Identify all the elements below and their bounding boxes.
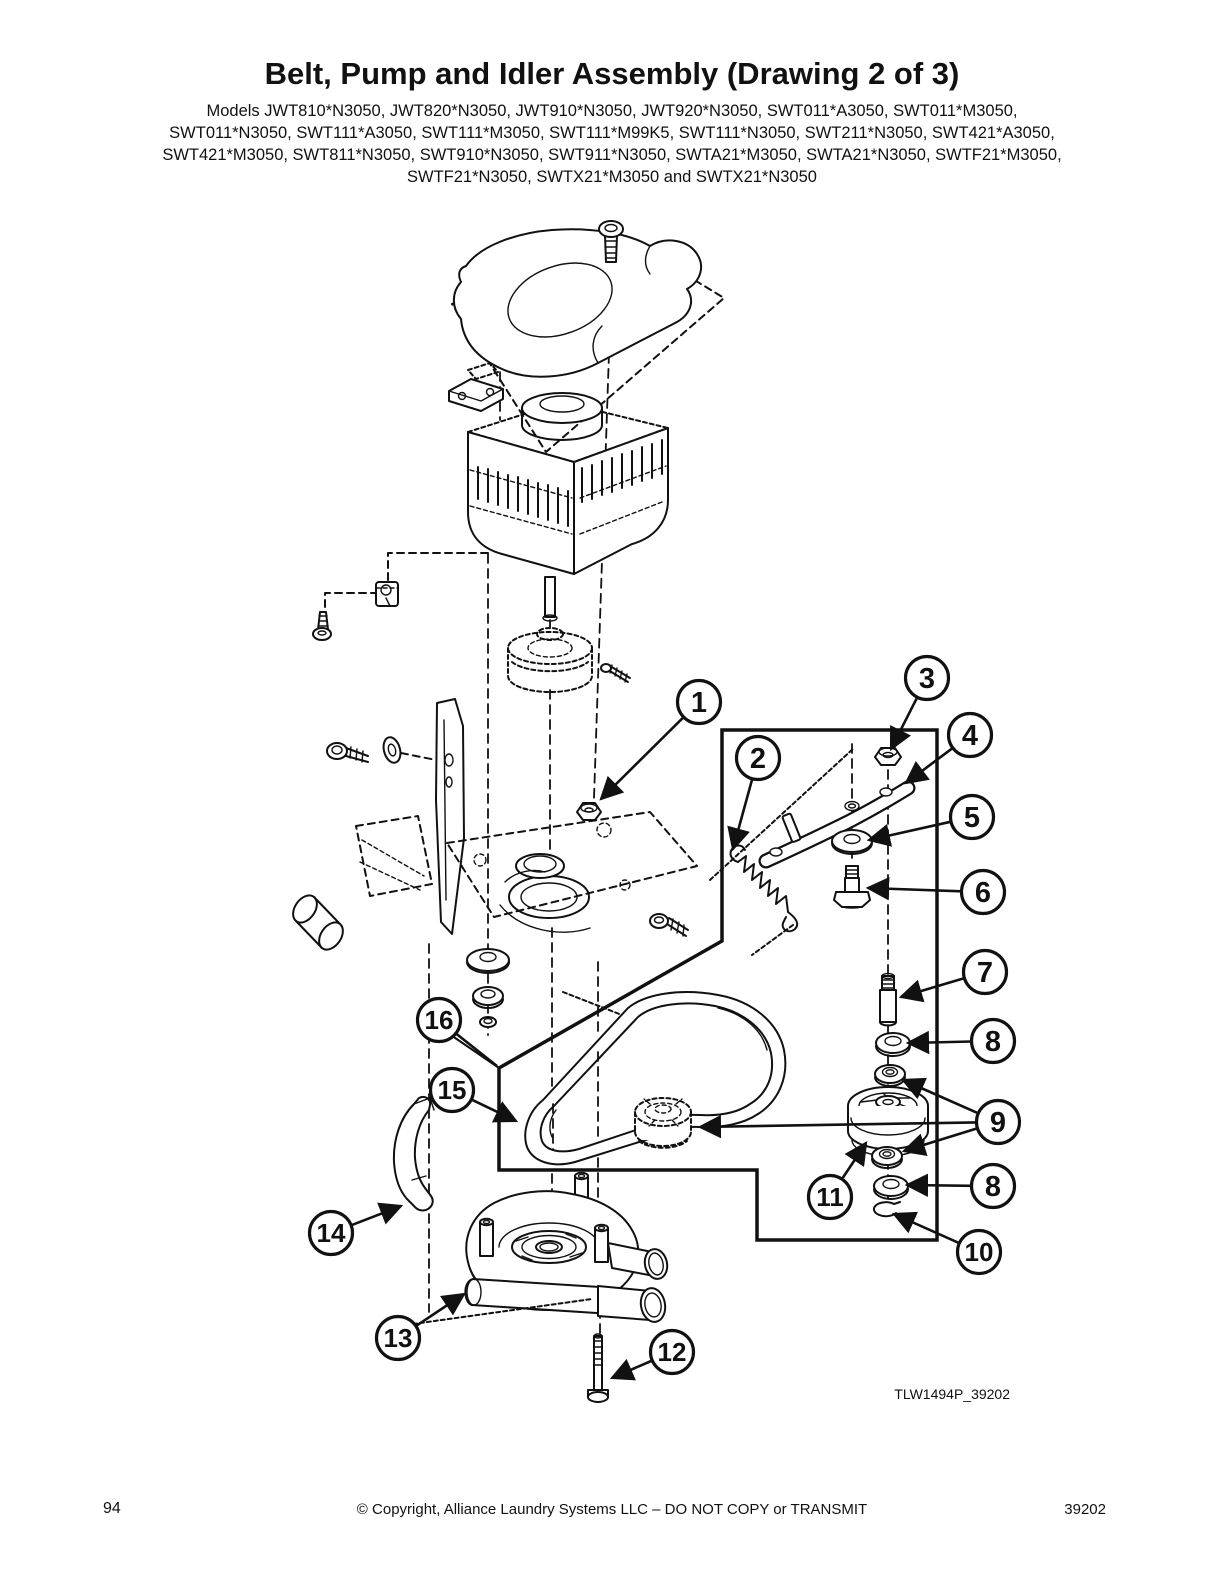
motor-drive-pulley — [508, 628, 592, 692]
copyright-text: © Copyright, Alliance Laundry Systems LLC – DO NOT COPY or TRANSMIT — [356, 1501, 868, 1518]
hex-nut — [875, 748, 901, 765]
callout-number: 3 — [918, 663, 936, 695]
callout-leader — [908, 1042, 972, 1044]
callout-leader — [891, 697, 917, 749]
callout-number: 2 — [749, 743, 767, 775]
callout-number: 1 — [690, 687, 708, 719]
spring-lower-leader — [752, 925, 793, 955]
callout-leader — [906, 748, 953, 783]
callout-number: 9 — [989, 1107, 1007, 1139]
motor-bracket — [436, 699, 464, 934]
flat-washer-lower — [874, 1176, 908, 1199]
callout-number: 7 — [976, 957, 994, 989]
callout-4 — [906, 714, 992, 784]
model-line: SWT421*M3050, SWT811*N3050, SWT910*N3050, SWT911*N3050, SWTA21*M3050, SWTA21*N3050, SWTF21*M3050, — [162, 146, 1062, 164]
pulley-set-screw — [601, 664, 630, 682]
callout-13 — [377, 1294, 465, 1360]
callout-number: 8 — [984, 1171, 1002, 1203]
callout-7 — [901, 951, 1007, 998]
damper-pad — [356, 816, 432, 896]
callout-8 — [907, 1165, 1015, 1208]
callout-number: 14 — [316, 1218, 346, 1248]
motor-mount-nut — [577, 803, 601, 820]
page-title: Belt, Pump and Idler Assembly (Drawing 2 of 3) — [264, 56, 960, 91]
roller — [288, 891, 348, 954]
mounting-washer — [381, 735, 403, 764]
plate-screw — [650, 914, 688, 936]
spacer-washer-upper — [875, 1065, 905, 1086]
idler-stud — [880, 974, 896, 1026]
callout-1 — [601, 681, 721, 800]
callout-3 — [891, 657, 949, 750]
callout-14 — [310, 1206, 402, 1255]
callout-number: 16 — [424, 1005, 454, 1035]
callout-leader — [868, 888, 962, 891]
figure-code: TLW1494P_39202 — [894, 1386, 1010, 1402]
callout-leader — [456, 1033, 497, 1066]
lever-washer — [832, 830, 872, 854]
grommet-stack — [467, 949, 509, 1027]
mounting-bolt — [327, 743, 368, 762]
callout-leader — [601, 717, 684, 799]
model-line: Models JWT810*N3050, JWT820*N3050, JWT910*N3050, JWT920*N3050, SWT011*A3050, SWT011*M3050, — [206, 102, 1018, 120]
callout-leader — [612, 1361, 652, 1379]
callout-15 — [431, 1069, 517, 1122]
callout-11 — [809, 1143, 867, 1219]
callout-2 — [733, 737, 780, 850]
callout-number: 11 — [816, 1182, 844, 1212]
spacer-washer-lower — [872, 1147, 902, 1168]
callout-leader — [907, 1185, 972, 1186]
callout-number: 5 — [963, 802, 981, 834]
idler-pulley — [848, 1087, 928, 1156]
flat-washer-upper — [876, 1033, 910, 1056]
shoulder-bolt — [834, 866, 870, 908]
drain-pump — [465, 1173, 670, 1324]
splash-shield — [394, 1097, 434, 1210]
callout-number: 10 — [964, 1237, 994, 1267]
callout-number: 15 — [437, 1075, 467, 1105]
callout-8 — [908, 1020, 1015, 1063]
callout-number: 13 — [383, 1323, 413, 1353]
callout-number: 12 — [657, 1337, 687, 1367]
callout-12 — [612, 1331, 694, 1379]
callout-leader — [416, 1294, 464, 1326]
callout-number: 8 — [984, 1026, 1002, 1058]
callout-number: 6 — [974, 877, 992, 909]
callout-leader — [351, 1206, 401, 1225]
ground-screw — [313, 612, 331, 640]
drive-motor — [468, 393, 668, 621]
callout-number: 4 — [961, 720, 979, 752]
model-line: SWTF21*N3050, SWTX21*M3050 and SWTX21*N3050 — [407, 168, 817, 186]
page-number: 94 — [103, 1500, 121, 1517]
wire-clamp — [376, 582, 398, 606]
callout-leader — [842, 1143, 866, 1179]
callout-leader — [733, 779, 752, 849]
document-number: 39202 — [1064, 1501, 1106, 1518]
callout-leader — [471, 1099, 516, 1121]
callout-leader — [901, 978, 964, 997]
callout-10 — [894, 1214, 1001, 1274]
model-line: SWT011*N3050, SWT111*A3050, SWT111*M3050, SWT111*M99K5, SWT111*N3050, SWT211*N3050, SWT421*A3050, — [169, 124, 1055, 142]
